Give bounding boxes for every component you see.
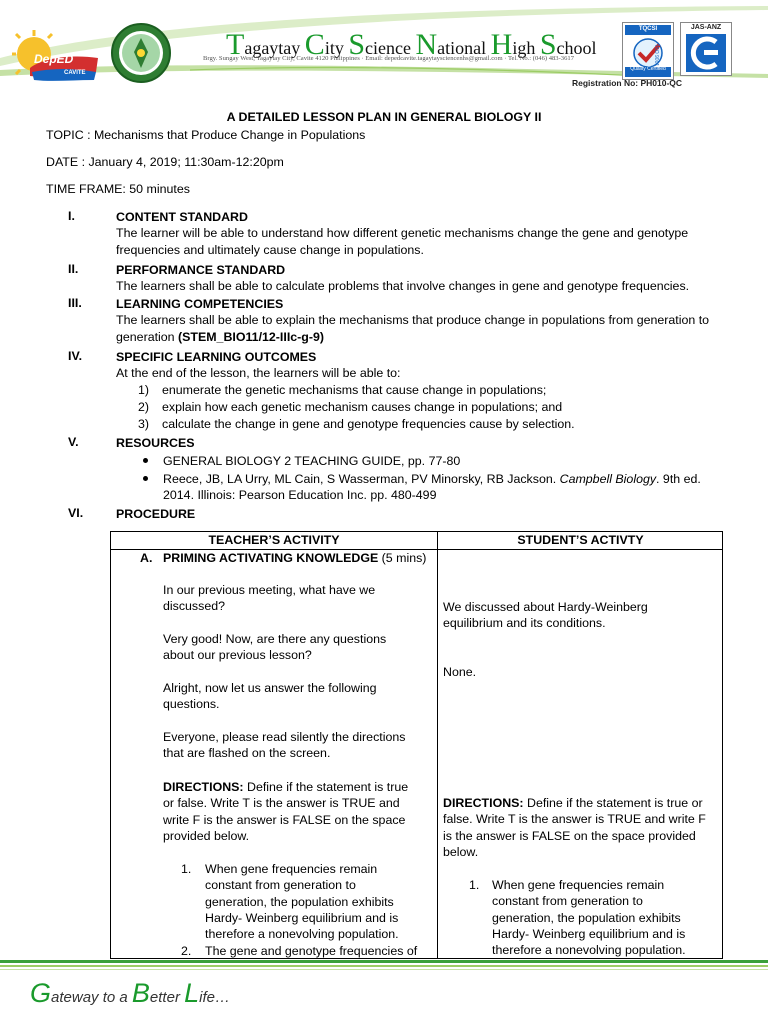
jas-anz-badge: [680, 22, 732, 76]
student-response: [443, 599, 648, 632]
time-frame-line: TIME FRAME: 50 minutes: [46, 182, 190, 196]
resources-section: [116, 435, 726, 451]
cert-badge-bottom-text: Quality Certified: [630, 66, 666, 72]
question-text: [492, 877, 686, 958]
school-name-word-rest: ity: [324, 38, 349, 58]
question-number: 2.: [181, 944, 192, 958]
outcome-number: 2): [138, 400, 150, 414]
section-title: PROCEDURE: [116, 507, 196, 521]
school-name-capital-letter: N: [415, 28, 438, 61]
resource-publication: . 9th ed. 2014. Illinois: Pearson Education Inc. pp. 480-499: [163, 472, 701, 503]
footer-divider: [0, 965, 768, 967]
school-address: Brgy. Sungay West, Tagaytay City, Cavite 4120 Philippines · Email: depedcavite.tagaytaysciencenhs@gmail.com · Tel. No.: (046) 483-3617: [203, 55, 574, 62]
deped-logo-subtext: CAVITE: [64, 70, 86, 76]
resource-authors: Reece, JB, LA Urry, ML Cain, S Wasserman, PV Minorsky, RB Jackson.: [163, 472, 560, 486]
section-title: PERFORMANCE STANDARD: [116, 263, 286, 277]
section-number: V.: [68, 435, 79, 449]
student-directions: [443, 795, 706, 860]
teacher-prompt: [163, 582, 375, 615]
outcome-text: explain how each genetic mechanism causes change in populations; and: [162, 400, 563, 414]
question-line: generation, the population exhibits: [205, 894, 394, 909]
question-text: [205, 861, 399, 942]
activity-title: [163, 550, 426, 566]
teacher-prompt: [163, 631, 386, 664]
section-title: RESOURCES: [116, 436, 195, 450]
school-name-word-rest: chool: [556, 38, 597, 58]
outcome-text: enumerate the genetic mechanisms that cause change in populations;: [162, 383, 547, 397]
outcome-text: calculate the change in gene and genotype frequencies cause by selection.: [162, 417, 575, 431]
content-standard-section: [116, 209, 726, 258]
question-line: therefore a nonevolving population.: [492, 943, 686, 958]
cert-badge-top-text: TQCSI: [638, 26, 658, 32]
section-title: LEARNING COMPETENCIES: [116, 297, 284, 311]
section-number: VI.: [68, 506, 84, 520]
performance-standard-section: [116, 262, 726, 295]
question-line: constant from generation to: [492, 894, 643, 909]
question-line: Hardy- Weinberg equilibrium and is: [205, 910, 399, 925]
question-number: 1.: [469, 878, 480, 892]
directions-line: Define if the statement is true: [243, 780, 409, 794]
footer-motto-word-rest: etter: [149, 989, 185, 1006]
question-line: Hardy- Weinberg equilibrium and is: [492, 926, 686, 941]
section-title: CONTENT STANDARD: [116, 210, 248, 224]
school-name-word-rest: igh: [512, 38, 540, 58]
resource-text: [163, 471, 733, 504]
directions-line: Define if the statement is true or: [523, 796, 703, 810]
question-line: When gene frequencies remain: [205, 862, 378, 876]
teacher-prompt-line: questions.: [163, 697, 220, 712]
learning-outcomes-section: [116, 349, 726, 382]
school-name-capital-letter: S: [539, 28, 557, 61]
directions-line: false. Write T is the answer is TRUE and write F: [443, 812, 706, 827]
procedure-table: [110, 531, 723, 959]
question-line: therefore a nonevolving population.: [205, 927, 399, 942]
activity-title-text: PRIMING ACTIVATING KNOWLEDGE: [163, 551, 379, 565]
document-title: A DETAILED LESSON PLAN IN GENERAL BIOLOGY II: [226, 110, 542, 124]
date-line: DATE : January 4, 2019; 11:30am-12:20pm: [46, 155, 284, 169]
teacher-activity-header: TEACHER’S ACTIVITY: [208, 533, 340, 547]
footer-divider: [0, 960, 768, 963]
footer-motto-capital-letter: L: [184, 978, 200, 1008]
directions-line: below.: [443, 844, 479, 859]
learning-competencies-section: [116, 296, 726, 345]
directions-line: write F is the answer is FALSE on the space: [163, 812, 406, 827]
table-divider: [437, 532, 438, 958]
teacher-prompt: [163, 729, 405, 762]
school-name-capital-letter: H: [490, 28, 513, 61]
section-number: I.: [68, 209, 75, 223]
resource-text: GENERAL BIOLOGY 2 TEACHING GUIDE, pp. 77-80: [163, 454, 461, 468]
footer-motto: [30, 978, 230, 1009]
footer-divider: [0, 969, 768, 970]
section-number: III.: [68, 296, 82, 310]
footer-motto-word-rest: ateway to a: [51, 989, 132, 1006]
student-response: None.: [443, 665, 477, 679]
activity-duration: (5 mins): [378, 551, 427, 565]
directions-line: or false. Write T is the answer is TRUE and: [163, 796, 400, 811]
teacher-prompt-line: Alright, now let us answer the following: [163, 681, 377, 695]
school-name-capital-letter: C: [304, 28, 325, 61]
school-seal-logo: [110, 22, 172, 84]
jas-anz-text: JAS-ANZ: [690, 24, 722, 31]
topic-line: TOPIC : Mechanisms that Produce Change in Populations: [46, 128, 366, 142]
section-number: II.: [68, 262, 79, 276]
student-response-line: We discussed about Hardy-Weinberg: [443, 600, 648, 614]
competency-text: The learners shall be able to explain the mechanisms that produce change in populations from generation to generation: [116, 313, 710, 344]
footer-motto-capital-letter: G: [30, 978, 52, 1008]
directions-label: DIRECTIONS:: [163, 780, 244, 794]
footer-motto-word-rest: ife…: [199, 989, 230, 1006]
resource-book-title: Campbell Biology: [559, 472, 657, 486]
student-activity-header: STUDENT’S ACTIVTY: [517, 533, 644, 547]
section-title: SPECIFIC LEARNING OUTCOMES: [116, 350, 317, 364]
teacher-prompt-line: In our previous meeting, what have we: [163, 583, 376, 597]
question-number: 1.: [181, 862, 192, 876]
directions-label: DIRECTIONS:: [443, 796, 524, 810]
question-text: The gene and genotype frequencies of: [205, 944, 418, 958]
teacher-prompt-line: about our previous lesson?: [163, 648, 312, 663]
school-name-word-rest: agaytay: [244, 38, 305, 58]
competency-code: (STEM_BIO11/12-IIIc-g-9): [178, 329, 324, 344]
school-name-word-rest: cience: [365, 38, 416, 58]
question-line: generation, the population exhibits: [492, 910, 681, 925]
iso-certification-badge: [622, 22, 674, 80]
teacher-prompt: [163, 680, 377, 713]
bullet-icon: [143, 476, 148, 481]
teacher-prompt-line: Very good! Now, are there any questions: [163, 632, 387, 646]
section-body: The learner will be able to understand how different genetic mechanisms change the gene and genotype frequencies and ultimately cause change in populations.: [116, 226, 689, 257]
section-body: The learners shall be able to calculate problems that involve changes in gene and genotype frequencies.: [116, 279, 690, 294]
section-number: IV.: [68, 349, 83, 363]
section-body: [116, 312, 726, 345]
cert-badge-iso-text: ISO 9001: [653, 45, 659, 67]
registration-number: Registration No: PH010-QC: [572, 78, 683, 88]
deped-logo-text: DepED: [34, 52, 74, 66]
footer-motto-capital-letter: B: [131, 978, 150, 1008]
deped-cavite-logo: [12, 28, 102, 84]
teacher-prompt-line: that are flashed on the screen.: [163, 746, 331, 761]
activity-label: A.: [140, 551, 153, 565]
section-intro: At the end of the lesson, the learners will be able to:: [116, 366, 401, 381]
bullet-icon: [143, 458, 148, 463]
teacher-directions: [163, 779, 408, 844]
outcome-number: 1): [138, 383, 150, 397]
school-name-capital-letter: S: [348, 28, 366, 61]
outcome-number: 3): [138, 417, 150, 431]
question-line: constant from generation to: [205, 878, 356, 893]
procedure-section: [116, 506, 726, 522]
school-name-word-rest: ational: [437, 38, 491, 58]
student-response-line: equilibrium and its conditions.: [443, 616, 606, 631]
directions-line: is the answer is FALSE on the space provided: [443, 828, 696, 843]
question-line: When gene frequencies remain: [492, 878, 665, 892]
teacher-prompt-line: discussed?: [163, 599, 225, 614]
teacher-prompt-line: Everyone, please read silently the directions: [163, 730, 406, 744]
directions-line: provided below.: [163, 828, 250, 843]
school-name-capital-letter: T: [226, 28, 245, 61]
